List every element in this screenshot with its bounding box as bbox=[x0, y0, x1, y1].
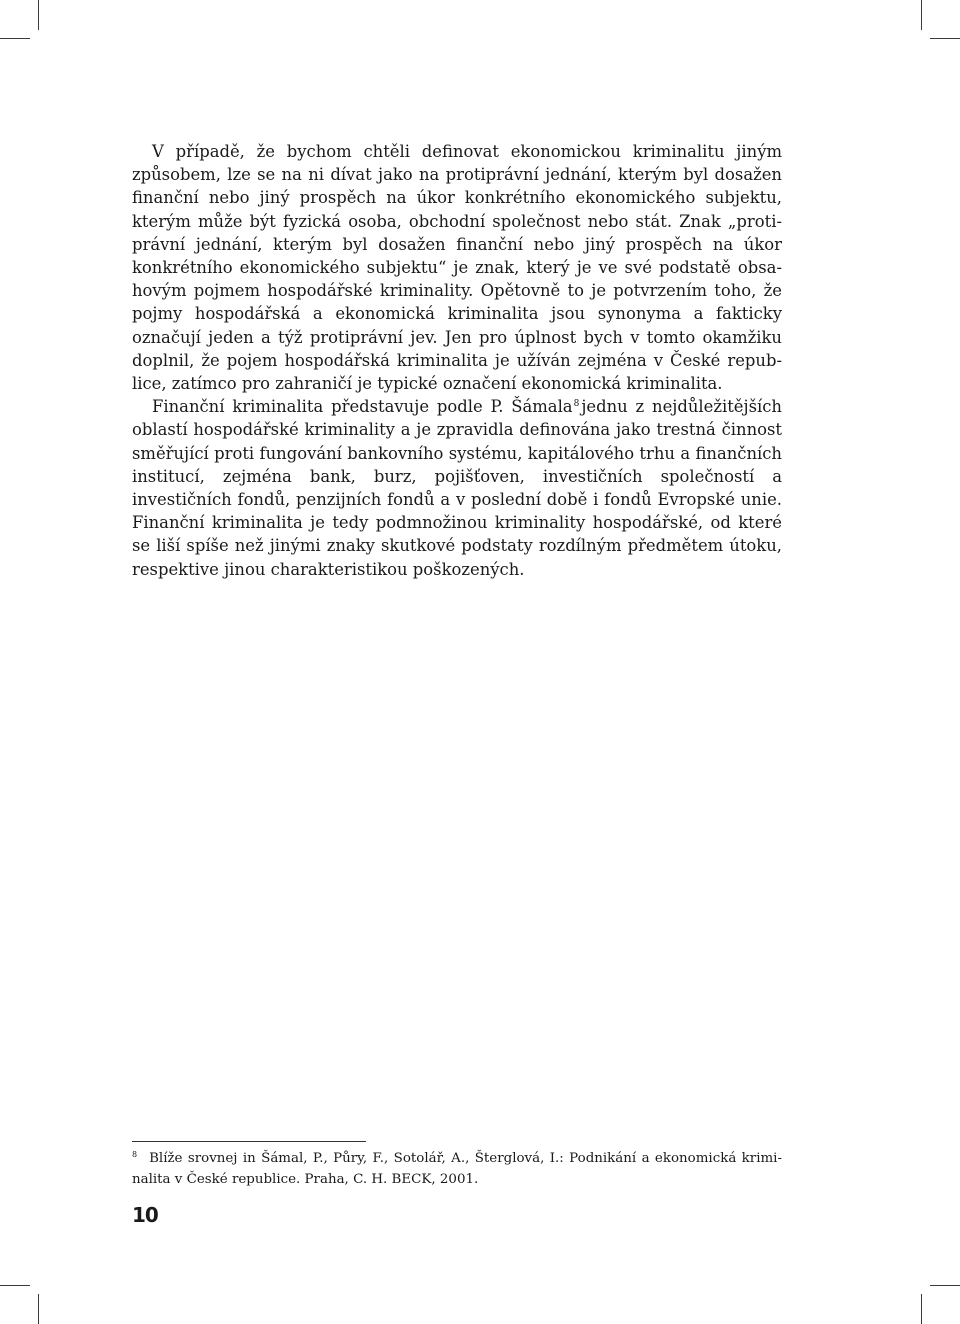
crop-mark-bottom-right-vertical bbox=[921, 1294, 922, 1324]
footnote-reference[interactable]: 8 bbox=[573, 399, 580, 410]
body-text bbox=[132, 140, 782, 581]
footnote bbox=[132, 1148, 782, 1190]
page-number: 10 bbox=[132, 1203, 158, 1227]
crop-mark-top-left-horizontal bbox=[0, 38, 30, 39]
paragraph-2 bbox=[132, 395, 782, 581]
crop-mark-top-right-horizontal bbox=[930, 38, 960, 39]
crop-mark-bottom-right-horizontal bbox=[930, 1285, 960, 1286]
crop-mark-top-left-vertical bbox=[38, 0, 39, 30]
crop-mark-bottom-left-horizontal bbox=[0, 1285, 30, 1286]
paragraph-2-end: jednu z nejdůležitějších oblastí hospodářské kriminality a je zpravidla definována jako trestná činnost směřující proti fungování bankovního systému, kapitálového trhu a finančních institucí, zejména bank, burz, pojišťoven, investičních společností a investičních fondů, penzijních fondů a v poslední době i fondů Evropské unie. Finanční kriminalita je tedy podmnožinou kriminality hospodářské, od které se liší spíše než jinými znaky skutkové podstaty rozdílným předmětem útoku, respektive jinou charakteristikou poškozených. bbox=[132, 397, 782, 579]
crop-mark-top-right-vertical bbox=[921, 0, 922, 30]
paragraph-1: V případě, že bychom chtěli definovat ekonomickou kriminalitu jiným způsobem, lze se na ni dívat jako na protiprávní jednání, kterým byl dosažen finanční nebo jiný prospěch na úkor konkrétního ekonomického subjektu, kterým může být fyzická osoba, obchodní společnost nebo stát. Znak „protiprávní jednání, kterým byl dosažen finanční nebo jiný prospěch na úkor konkrétního ekonomického subjektu“ je znak, který je ve své podstatě obsahovým pojmem hospodářské kriminality. Opětovně to je potvrzením toho, že pojmy hospodářská a ekonomická kriminalita jsou synonyma a fakticky označují jeden a týž protiprávní jev. Jen pro úplnost bych v tomto okamžiku doplnil, že pojem hospodářská kriminalita je užíván zejména v České republice, zatímco pro zahraničí je typické označení ekonomická kriminalita. bbox=[132, 142, 782, 394]
footnote-separator bbox=[132, 1141, 366, 1142]
paragraph-2-start: Finanční kriminalita představuje podle P. Šámala bbox=[152, 397, 573, 417]
footnote-number: 8 bbox=[132, 1150, 138, 1159]
crop-mark-bottom-left-vertical bbox=[38, 1294, 39, 1324]
footnote-text: Blíže srovnej in Šámal, P., Půry, F., Sotolář, A., Šterglová, I.: Podnikání a ekonomická kriminalita v České republice. Praha, C. H. BECK, 2001. bbox=[132, 1151, 782, 1187]
